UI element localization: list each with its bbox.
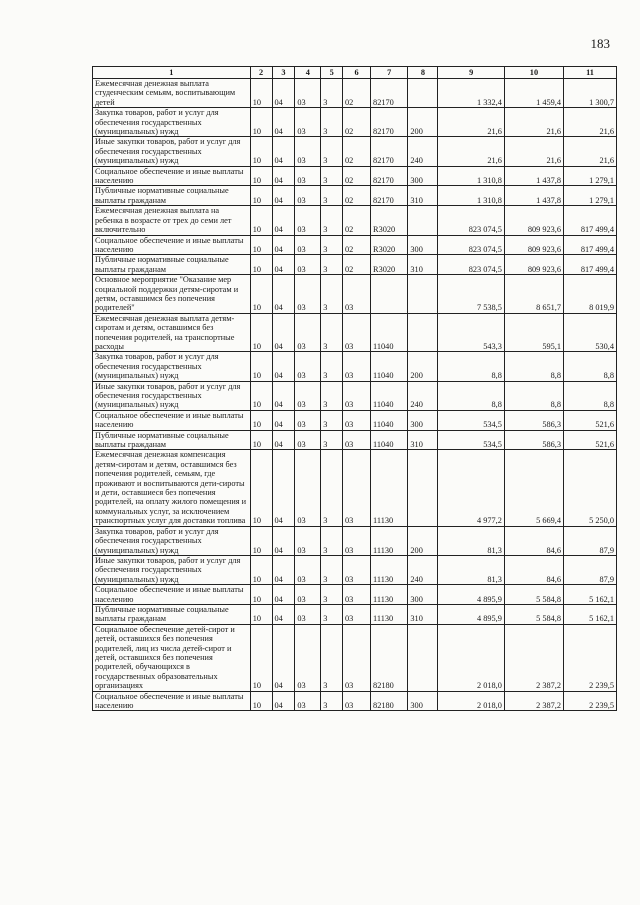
subprogram-code: 3 — [321, 255, 343, 275]
amount-col-10: 1 437,8 — [504, 166, 563, 186]
direction-code — [371, 275, 408, 314]
section-code: 10 — [250, 624, 272, 691]
amount-col-9: 1 310,8 — [438, 166, 504, 186]
section-code: 10 — [250, 526, 272, 555]
table-row — [93, 186, 617, 206]
subprogram-code: 3 — [321, 555, 343, 584]
program-code: 03 — [295, 410, 321, 430]
amount-col-10: 586,3 — [504, 410, 563, 430]
section-code: 10 — [250, 235, 272, 255]
event-code: 02 — [343, 166, 371, 186]
section-code: 10 — [250, 137, 272, 166]
program-code: 03 — [295, 450, 321, 526]
amount-col-9: 7 538,5 — [438, 275, 504, 314]
direction-code: 11130 — [371, 526, 408, 555]
table-row — [93, 691, 617, 711]
amount-col-9: 534,5 — [438, 410, 504, 430]
row-name: Закупка товаров, работ и услуг для обеспечения государственных (муниципальных) нужд — [93, 108, 251, 137]
amount-col-11: 817 499,4 — [564, 235, 617, 255]
amount-col-11: 8 019,9 — [564, 275, 617, 314]
event-code: 02 — [343, 255, 371, 275]
subsection-code: 04 — [272, 555, 295, 584]
table-row — [93, 381, 617, 410]
amount-col-9: 823 074,5 — [438, 235, 504, 255]
event-code: 02 — [343, 79, 371, 108]
amount-col-10: 5 584,8 — [504, 585, 563, 605]
amount-col-9: 4 895,9 — [438, 585, 504, 605]
event-code: 03 — [343, 624, 371, 691]
event-code: 02 — [343, 186, 371, 206]
column-header-10: 10 — [504, 67, 563, 79]
amount-col-11: 87,9 — [564, 526, 617, 555]
event-code: 02 — [343, 137, 371, 166]
expense-type-code: 240 — [408, 381, 438, 410]
direction-code: R3020 — [371, 206, 408, 235]
table-row — [93, 410, 617, 430]
subsection-code: 04 — [272, 352, 295, 381]
expense-type-code: 300 — [408, 585, 438, 605]
amount-col-11: 817 499,4 — [564, 206, 617, 235]
program-code: 03 — [295, 108, 321, 137]
section-code: 10 — [250, 255, 272, 275]
expense-type-code: 310 — [408, 430, 438, 450]
subprogram-code: 3 — [321, 108, 343, 137]
expense-type-code: 310 — [408, 604, 438, 624]
subprogram-code: 3 — [321, 430, 343, 450]
section-code: 10 — [250, 166, 272, 186]
subsection-code: 04 — [272, 450, 295, 526]
amount-col-9: 4 895,9 — [438, 604, 504, 624]
subprogram-code: 3 — [321, 450, 343, 526]
amount-col-10: 5 669,4 — [504, 450, 563, 526]
subprogram-code: 3 — [321, 624, 343, 691]
amount-col-9: 4 977,2 — [438, 450, 504, 526]
program-code: 03 — [295, 624, 321, 691]
section-code: 10 — [250, 79, 272, 108]
event-code: 03 — [343, 585, 371, 605]
event-code: 03 — [343, 526, 371, 555]
direction-code: 82170 — [371, 186, 408, 206]
table-row — [93, 108, 617, 137]
event-code: 03 — [343, 555, 371, 584]
expense-type-code: 240 — [408, 137, 438, 166]
subsection-code: 04 — [272, 430, 295, 450]
amount-col-9: 823 074,5 — [438, 206, 504, 235]
event-code: 02 — [343, 235, 371, 255]
subprogram-code: 3 — [321, 235, 343, 255]
subsection-code: 04 — [272, 624, 295, 691]
subsection-code: 04 — [272, 108, 295, 137]
subsection-code: 04 — [272, 235, 295, 255]
direction-code: 11130 — [371, 450, 408, 526]
expense-type-code: 310 — [408, 255, 438, 275]
event-code: 03 — [343, 691, 371, 711]
row-name: Социальное обеспечение и иные выплаты населению — [93, 691, 251, 711]
amount-col-9: 21,6 — [438, 108, 504, 137]
direction-code: 11130 — [371, 555, 408, 584]
amount-col-10: 8 651,7 — [504, 275, 563, 314]
expense-type-code — [408, 275, 438, 314]
amount-col-11: 21,6 — [564, 108, 617, 137]
subsection-code: 04 — [272, 691, 295, 711]
amount-col-11: 530,4 — [564, 313, 617, 352]
amount-col-10: 8,8 — [504, 352, 563, 381]
table-row — [93, 137, 617, 166]
amount-col-11: 5 250,0 — [564, 450, 617, 526]
row-name: Закупка товаров, работ и услуг для обеспечения государственных (муниципальных) нужд — [93, 526, 251, 555]
subprogram-code: 3 — [321, 585, 343, 605]
amount-col-11: 521,6 — [564, 430, 617, 450]
amount-col-9: 543,3 — [438, 313, 504, 352]
program-code: 03 — [295, 275, 321, 314]
program-code: 03 — [295, 604, 321, 624]
subprogram-code: 3 — [321, 166, 343, 186]
header-row — [93, 67, 617, 79]
direction-code: 11040 — [371, 410, 408, 430]
amount-col-9: 81,3 — [438, 526, 504, 555]
section-code: 10 — [250, 313, 272, 352]
row-name: Социальное обеспечение детей-сирот и детей, оставшихся без попечения родителей, лиц из числа детей-сирот и детей, оставшихся без попечения родителей, обучающихся в государственных образовательных организациях — [93, 624, 251, 691]
row-name: Социальное обеспечение и иные выплаты населению — [93, 585, 251, 605]
column-header-5: 5 — [321, 67, 343, 79]
table-row — [93, 313, 617, 352]
event-code: 03 — [343, 381, 371, 410]
section-code: 10 — [250, 275, 272, 314]
event-code: 03 — [343, 275, 371, 314]
subprogram-code: 3 — [321, 79, 343, 108]
section-code: 10 — [250, 381, 272, 410]
expense-type-code: 200 — [408, 352, 438, 381]
amount-col-11: 1 300,7 — [564, 79, 617, 108]
event-code: 03 — [343, 352, 371, 381]
section-code: 10 — [250, 206, 272, 235]
amount-col-11: 87,9 — [564, 555, 617, 584]
section-code: 10 — [250, 555, 272, 584]
section-code: 10 — [250, 691, 272, 711]
section-code: 10 — [250, 108, 272, 137]
amount-col-9: 2 018,0 — [438, 691, 504, 711]
amount-col-9: 823 074,5 — [438, 255, 504, 275]
amount-col-11: 2 239,5 — [564, 624, 617, 691]
program-code: 03 — [295, 255, 321, 275]
subprogram-code: 3 — [321, 381, 343, 410]
direction-code: 82170 — [371, 79, 408, 108]
amount-col-11: 817 499,4 — [564, 255, 617, 275]
table-row — [93, 166, 617, 186]
program-code: 03 — [295, 555, 321, 584]
amount-col-9: 1 310,8 — [438, 186, 504, 206]
subprogram-code: 3 — [321, 186, 343, 206]
subsection-code: 04 — [272, 275, 295, 314]
amount-col-9: 8,8 — [438, 352, 504, 381]
program-code: 03 — [295, 526, 321, 555]
subsection-code: 04 — [272, 313, 295, 352]
row-name: Социальное обеспечение и иные выплаты населению — [93, 235, 251, 255]
program-code: 03 — [295, 166, 321, 186]
table-row — [93, 585, 617, 605]
direction-code: 82180 — [371, 691, 408, 711]
column-header-11: 11 — [564, 67, 617, 79]
expense-type-code — [408, 206, 438, 235]
amount-col-9: 81,3 — [438, 555, 504, 584]
direction-code: 11040 — [371, 381, 408, 410]
expense-type-code — [408, 450, 438, 526]
row-name: Ежемесячная денежная выплата детям-сиротам и детям, оставшимся без попечения родителей, на транспортные расходы — [93, 313, 251, 352]
direction-code: 82170 — [371, 166, 408, 186]
program-code: 03 — [295, 352, 321, 381]
subsection-code: 04 — [272, 206, 295, 235]
table-row — [93, 275, 617, 314]
program-code: 03 — [295, 585, 321, 605]
expense-type-code: 300 — [408, 166, 438, 186]
event-code: 03 — [343, 430, 371, 450]
row-name: Публичные нормативные социальные выплаты гражданам — [93, 604, 251, 624]
subsection-code: 04 — [272, 526, 295, 555]
amount-col-9: 2 018,0 — [438, 624, 504, 691]
section-code: 10 — [250, 585, 272, 605]
column-header-2: 2 — [250, 67, 272, 79]
page-number: 183 — [590, 36, 610, 51]
subsection-code: 04 — [272, 585, 295, 605]
column-header-9: 9 — [438, 67, 504, 79]
direction-code: 82170 — [371, 137, 408, 166]
row-name: Социальное обеспечение и иные выплаты населению — [93, 410, 251, 430]
event-code: 02 — [343, 206, 371, 235]
subsection-code: 04 — [272, 381, 295, 410]
expense-type-code: 300 — [408, 691, 438, 711]
table-row — [93, 352, 617, 381]
row-name: Ежемесячная денежная компенсация детям-сиротам и детям, оставшимся без попечения родителей, семьям, где проживают и воспитываются дети-сироты и дети, оставшиеся без попечения родителей, на оплату жилого помещения и коммунальных услуг, за исключением транспортных услуг для доставки топлива — [93, 450, 251, 526]
row-name: Иные закупки товаров, работ и услуг для обеспечения государственных (муниципальных) нужд — [93, 381, 251, 410]
column-header-4: 4 — [295, 67, 321, 79]
program-code: 03 — [295, 381, 321, 410]
subsection-code: 04 — [272, 186, 295, 206]
expense-type-code: 200 — [408, 526, 438, 555]
table-row — [93, 430, 617, 450]
row-name: Социальное обеспечение и иные выплаты населению — [93, 166, 251, 186]
subprogram-code: 3 — [321, 137, 343, 166]
table-row — [93, 526, 617, 555]
row-name: Публичные нормативные социальные выплаты гражданам — [93, 255, 251, 275]
program-code: 03 — [295, 691, 321, 711]
column-header-7: 7 — [371, 67, 408, 79]
expense-type-code: 240 — [408, 555, 438, 584]
direction-code: R3020 — [371, 235, 408, 255]
budget-table — [92, 66, 617, 711]
subprogram-code: 3 — [321, 313, 343, 352]
subsection-code: 04 — [272, 410, 295, 430]
subprogram-code: 3 — [321, 691, 343, 711]
section-code: 10 — [250, 186, 272, 206]
amount-col-10: 809 923,6 — [504, 255, 563, 275]
direction-code: 11040 — [371, 430, 408, 450]
subprogram-code: 3 — [321, 410, 343, 430]
amount-col-10: 8,8 — [504, 381, 563, 410]
amount-col-10: 84,6 — [504, 526, 563, 555]
program-code: 03 — [295, 137, 321, 166]
table-row — [93, 79, 617, 108]
amount-col-11: 8,8 — [564, 381, 617, 410]
event-code: 03 — [343, 604, 371, 624]
amount-col-10: 21,6 — [504, 137, 563, 166]
amount-col-10: 809 923,6 — [504, 235, 563, 255]
amount-col-11: 5 162,1 — [564, 604, 617, 624]
direction-code: 82170 — [371, 108, 408, 137]
amount-col-10: 84,6 — [504, 555, 563, 584]
program-code: 03 — [295, 79, 321, 108]
amount-col-11: 8,8 — [564, 352, 617, 381]
subprogram-code: 3 — [321, 604, 343, 624]
direction-code: R3020 — [371, 255, 408, 275]
table-row — [93, 206, 617, 235]
subsection-code: 04 — [272, 166, 295, 186]
program-code: 03 — [295, 430, 321, 450]
expense-type-code — [408, 624, 438, 691]
subsection-code: 04 — [272, 79, 295, 108]
column-header-1: 1 — [93, 67, 251, 79]
table-row — [93, 624, 617, 691]
amount-col-11: 5 162,1 — [564, 585, 617, 605]
program-code: 03 — [295, 186, 321, 206]
section-code: 10 — [250, 430, 272, 450]
amount-col-10: 21,6 — [504, 108, 563, 137]
amount-col-9: 8,8 — [438, 381, 504, 410]
row-name: Иные закупки товаров, работ и услуг для обеспечения государственных (муниципальных) нужд — [93, 137, 251, 166]
expense-type-code: 300 — [408, 235, 438, 255]
direction-code: 11040 — [371, 313, 408, 352]
event-code: 03 — [343, 313, 371, 352]
table-row — [93, 604, 617, 624]
amount-col-11: 521,6 — [564, 410, 617, 430]
row-name: Закупка товаров, работ и услуг для обеспечения государственных (муниципальных) нужд — [93, 352, 251, 381]
row-name: Публичные нормативные социальные выплаты гражданам — [93, 430, 251, 450]
program-code: 03 — [295, 206, 321, 235]
event-code: 03 — [343, 410, 371, 430]
table-row — [93, 450, 617, 526]
amount-col-10: 586,3 — [504, 430, 563, 450]
table-row — [93, 235, 617, 255]
column-header-3: 3 — [272, 67, 295, 79]
section-code: 10 — [250, 604, 272, 624]
expense-type-code — [408, 79, 438, 108]
row-name: Основное мероприятие "Оказание мер социальной поддержки детям-сиротам и детям, оставшимся без попечения родителей" — [93, 275, 251, 314]
column-header-6: 6 — [343, 67, 371, 79]
event-code: 02 — [343, 108, 371, 137]
table-row — [93, 555, 617, 584]
row-name: Публичные нормативные социальные выплаты гражданам — [93, 186, 251, 206]
direction-code: 11040 — [371, 352, 408, 381]
subprogram-code: 3 — [321, 206, 343, 235]
expense-type-code: 300 — [408, 410, 438, 430]
subprogram-code: 3 — [321, 526, 343, 555]
subsection-code: 04 — [272, 255, 295, 275]
amount-col-9: 534,5 — [438, 430, 504, 450]
amount-col-10: 2 387,2 — [504, 691, 563, 711]
amount-col-10: 5 584,8 — [504, 604, 563, 624]
expense-type-code — [408, 313, 438, 352]
amount-col-9: 21,6 — [438, 137, 504, 166]
amount-col-10: 809 923,6 — [504, 206, 563, 235]
program-code: 03 — [295, 235, 321, 255]
expense-type-code: 310 — [408, 186, 438, 206]
amount-col-9: 1 332,4 — [438, 79, 504, 108]
table-header — [93, 67, 617, 79]
amount-col-11: 21,6 — [564, 137, 617, 166]
subprogram-code: 3 — [321, 275, 343, 314]
expense-type-code: 200 — [408, 108, 438, 137]
table-body — [93, 79, 617, 711]
subprogram-code: 3 — [321, 352, 343, 381]
subsection-code: 04 — [272, 604, 295, 624]
section-code: 10 — [250, 352, 272, 381]
subsection-code: 04 — [272, 137, 295, 166]
direction-code: 11130 — [371, 585, 408, 605]
direction-code: 82180 — [371, 624, 408, 691]
direction-code: 11130 — [371, 604, 408, 624]
table-row — [93, 255, 617, 275]
row-name: Иные закупки товаров, работ и услуг для обеспечения государственных (муниципальных) нужд — [93, 555, 251, 584]
column-header-8: 8 — [408, 67, 438, 79]
section-code: 10 — [250, 410, 272, 430]
amount-col-10: 595,1 — [504, 313, 563, 352]
event-code: 03 — [343, 450, 371, 526]
amount-col-10: 2 387,2 — [504, 624, 563, 691]
program-code: 03 — [295, 313, 321, 352]
amount-col-10: 1 437,8 — [504, 186, 563, 206]
section-code: 10 — [250, 450, 272, 526]
row-name: Ежемесячная денежная выплата студенческим семьям, воспитывающим детей — [93, 79, 251, 108]
amount-col-11: 2 239,5 — [564, 691, 617, 711]
row-name: Ежемесячная денежная выплата на ребенка в возрасте от трех до семи лет включительно — [93, 206, 251, 235]
amount-col-11: 1 279,1 — [564, 166, 617, 186]
amount-col-11: 1 279,1 — [564, 186, 617, 206]
amount-col-10: 1 459,4 — [504, 79, 563, 108]
